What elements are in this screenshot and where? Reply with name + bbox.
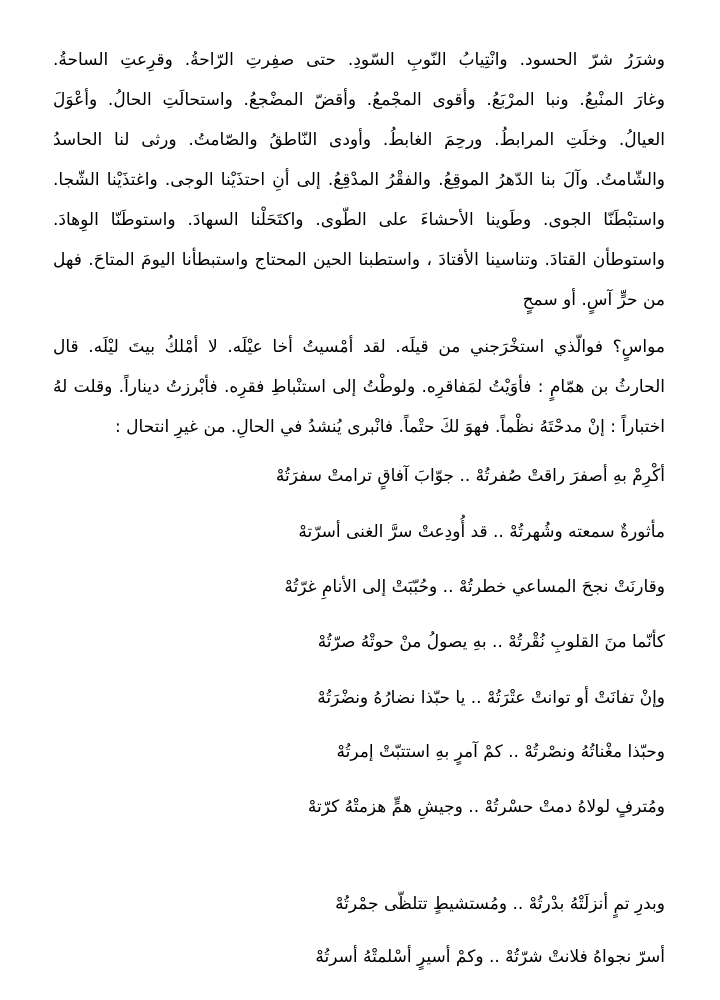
paragraph-2-line: اختباراً : إنْ مدحْتَهُ نظْماً. فهوَ لكَ حتْماً. فانْبرى يُنشدُ في الحالِ. من غيرِ انتحال : [115, 417, 665, 437]
paragraph-2-line: الحارثُ بن همّامٍ : فأوَيْتُ لمَفاقرِه. ولوطْتُ إلى استنْباطِ فقرِه. فأبْرزتُ ديناراً. وقلت لهُ [53, 377, 665, 397]
verse-line: أكْرِمْ بهِ أصفرَ راقتْ صُفرتُهْ .. جوّابَ آفاقٍ ترامتْ سفرَتُهْ [275, 466, 665, 486]
paragraph-2-line: مواسٍ؟ فوالّذي استخْرَجني من قيلَه. لقد أمْسيتُ أخا عيْلَه. لا أمْلكُ بيتَ ليْلَه. قال [53, 337, 665, 357]
paragraph-1-line: واستوطأن القتادَ. وتناسينا الأقتادَ ، واستطبنا الحين المحتاج واستبطأنا اليومَ المتاحَ. فهل [53, 250, 665, 270]
paragraph-1-line: من حرٍّ آسٍ. أو سمحٍ [522, 290, 665, 310]
paragraph-1-line: واستبْطَنّا الجوى. وطَوينا الأحشاءَ على الطّوى. واكتَحَلْنا السهادَ. واستوطَنّا الوِهادَ. [53, 210, 665, 230]
verse-line: ومُترفٍ لولاهُ دمتْ حسْرتُهْ .. وجيشِ همٍّ هزمتْهُ كرّتهْ [307, 797, 665, 817]
paragraph-1 [53, 40, 665, 320]
paragraph-1-line: وشرَرُ شرّ الحسود. وانْتِيابُ النّوبِ السّودِ. حتى صفِرتِ الرّاحةُ. وقرِعتِ الساحةُ. [53, 50, 665, 70]
paragraph-1-line: وغارَ المنْبعُ. ونبا المرْبَعُ. وأقوى المجْمعُ. وأقضّ المضْجعُ. واستحالَتِ الحالُ. وأعْوَلَ [53, 90, 665, 110]
verse-line: أسرّ نجواهُ فلانتْ شرّتُهْ .. وكمْ أسيرٍ أسْلمتْهُ أسرتُهْ [315, 947, 665, 967]
paragraph-1-line: العيالُ. وخلَتِ المرابطُ. ورحِمَ الغابطُ. وأودى النّاطقُ والصّامتُ. ورثى لنا الحاسدُ [53, 130, 665, 150]
verse-line: وبدرِ تمٍ أنزلَتْهُ بدْرتُهْ .. ومُستشيطٍ تتلظّى جمْرتُهْ [335, 894, 665, 914]
verse-line: كأنّما منَ القلوبِ نُقْرتُهْ .. بهِ يصولُ منْ حوتْهُ صرّتُهْ [317, 632, 665, 652]
paragraph-1-line: والشّامتُ. وآلَ بنا الدّهرُ الموقِعُ. والفقْرُ المدْقِعُ. إلى أنِ احتذَيْنا الوجى. واغتذَيْنا الشّجا. [53, 170, 665, 190]
paragraph-2 [53, 327, 665, 447]
verse-line: وإنْ تفانَتْ أو توانتْ عتْرَتُهْ .. يا حبّذا نضارُهُ ونضْرَتُهْ [317, 688, 665, 708]
verse-line: مأثورةٌ سمعته وشُهرتُهْ .. قد أُودِعتْ سرَّ الغنى أسرّتهْ [298, 522, 665, 542]
verse-line: وقارنَتْ نجحَ المساعي خطرتُهْ .. وحُبّبَتْ إلى الأنامِ غرّتُهْ [284, 577, 665, 597]
verse-line: وحبّذا مغْناتُهُ ونصْرتُهْ .. كمْ آمرٍ بهِ استتبّتْ إمرتُهْ [336, 742, 665, 762]
